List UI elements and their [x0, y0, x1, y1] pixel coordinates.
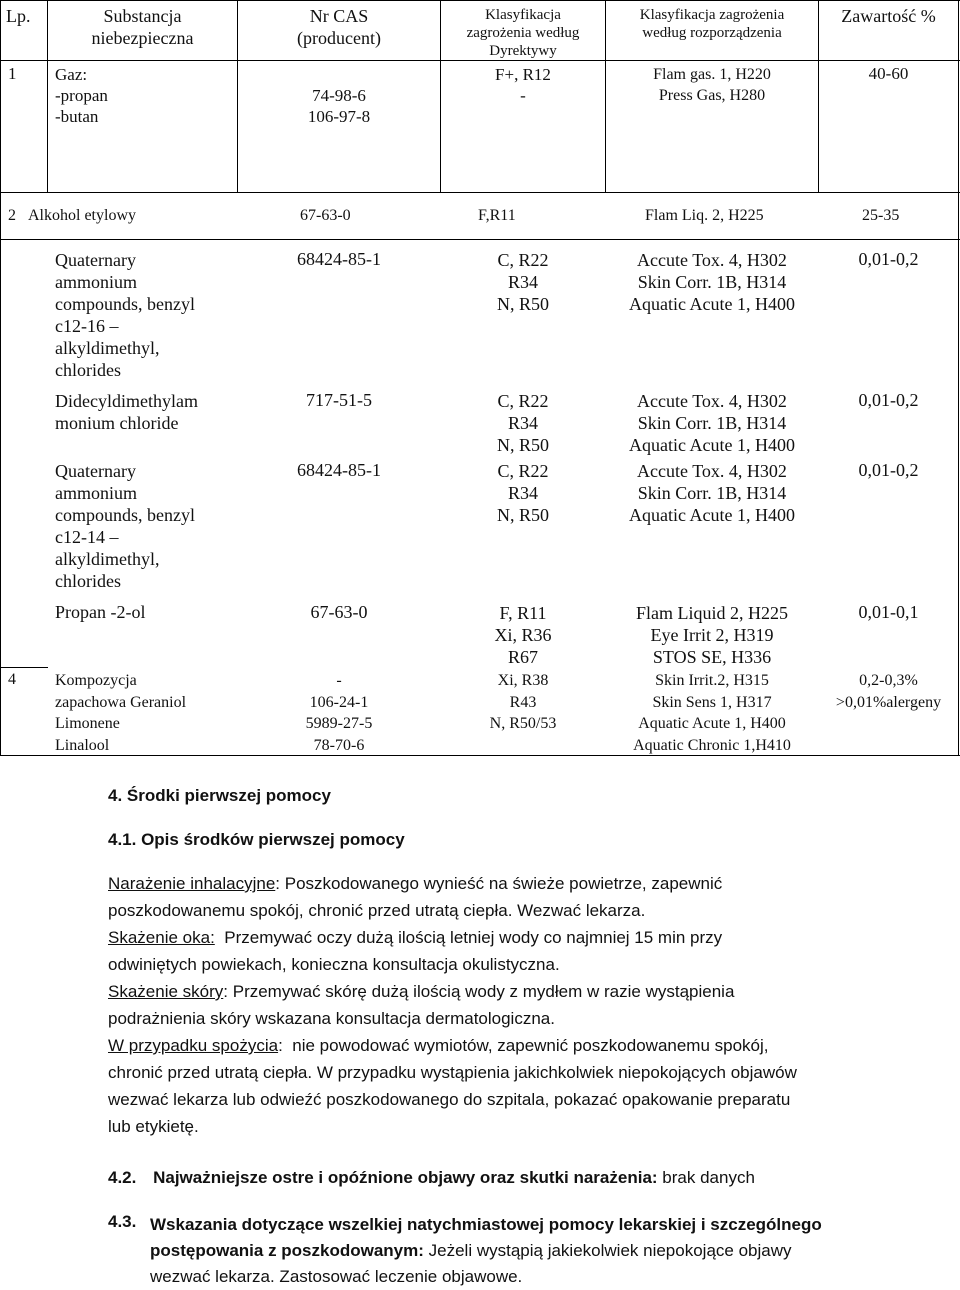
- row4-content-line2: >0,01%alergeny: [835, 693, 942, 711]
- skin-label: Skażenie skóry: [108, 982, 224, 1001]
- row3b-reg-line2: Skin Corr. 1B, H314: [637, 413, 787, 433]
- section42-title: Najważniejsze ostre i opóźnione objawy oraz skutki narażenia:: [153, 1168, 658, 1187]
- row3c-dir-line1: C, R22: [497, 461, 549, 481]
- eye-label: Skażenie oka:: [108, 928, 215, 947]
- row3a-substance-line6: chlorides: [55, 360, 121, 380]
- row3d-substance: Propan -2-ol: [55, 602, 146, 622]
- row3a-content: 0,01-0,2: [858, 249, 919, 269]
- row-line-3: [0, 667, 48, 668]
- row3b-reg: [606, 390, 818, 456]
- row3b-substance-line1: Didecyldimethylam: [55, 391, 198, 411]
- col-sep-5: [818, 0, 819, 192]
- table-border-top: [0, 0, 960, 1]
- ingestion-text-4: lub etykietę.: [108, 1117, 199, 1136]
- row3b-dir-line2: R34: [507, 413, 538, 433]
- row3a-reg: [606, 249, 818, 315]
- row1-dir: [441, 64, 605, 106]
- header-dir: [441, 6, 605, 60]
- row4-substance-line2: zapachowa Geraniol: [55, 693, 187, 711]
- row3a-dir-line3: N, R50: [496, 294, 549, 314]
- row3a-substance-line4: c12-16 –: [55, 316, 119, 336]
- header-substance-line1: Substancja: [103, 6, 182, 26]
- row2-cas: 67-63-0: [300, 207, 351, 224]
- row3d-dir-line2: Xi, R36: [494, 625, 552, 645]
- row3b-substance-line2: monium chloride: [55, 413, 179, 433]
- row3a-substance-line1: Quaternary: [55, 250, 136, 270]
- row4-substance-line1: Kompozycja: [55, 672, 137, 689]
- inhalation-label: Narażenie inhalacyjne: [108, 874, 276, 893]
- row4-reg-line2: Skin Sens 1, H317: [652, 693, 772, 711]
- section4-heading: 4. Środki pierwszej pomocy: [108, 786, 331, 805]
- row3a-dir-line1: C, R22: [497, 250, 549, 270]
- section43-number: 4.3.: [108, 1212, 137, 1231]
- inhalation-text-1: : Poszkodowanego wynieść na świeże powietrze, zapewnić: [275, 874, 723, 893]
- section42-value: brak danych: [657, 1168, 755, 1187]
- row3d-reg-line2: Eye Irrit 2, H319: [650, 625, 774, 645]
- row3c-substance-line4: c12-14 –: [55, 527, 119, 547]
- row2-substance: Alkohol etylowy: [28, 207, 136, 224]
- row1-cas: [238, 85, 440, 127]
- row3d-reg: [606, 602, 818, 668]
- row4-reg-line3: Aquatic Acute 1, H400: [638, 715, 786, 732]
- row3a-cas: 68424-85-1: [297, 249, 381, 269]
- row4-cas-line3: 5989-27-5: [305, 715, 373, 732]
- row-line-1: [0, 192, 960, 193]
- row3c-reg-line1: Accute Tox. 4, H302: [637, 461, 787, 481]
- row3c-reg-line2: Skin Corr. 1B, H314: [637, 483, 787, 503]
- row3c-substance: [55, 460, 195, 592]
- row1-reg: [606, 64, 818, 106]
- row3b-dir: [441, 390, 605, 456]
- skin-text-2: podrażnienia skóry wskazana konsultacja dermatologiczna.: [108, 1009, 555, 1028]
- row1-substance-line1: Gaz:: [55, 65, 88, 84]
- row4-dir: [441, 670, 605, 735]
- section43-body: [150, 1212, 822, 1290]
- row4-cas-line4: 78-70-6: [313, 736, 365, 754]
- row4-substance: [55, 670, 186, 756]
- eye-text-2: odwiniętych powiekach, konieczna konsultacja okulistyczna.: [108, 955, 560, 974]
- section43-line2-bold: postępowania z poszkodowanym:: [150, 1241, 424, 1260]
- header-substance-line2: niebezpieczna: [91, 27, 194, 48]
- row2-dir: F,R11: [478, 207, 516, 224]
- row4-cas-line1: -: [336, 672, 342, 689]
- row3c-cas: 68424-85-1: [297, 460, 381, 480]
- row1-cas-line2: 106-97-8: [307, 107, 371, 126]
- row4-dir-line1: Xi, R38: [497, 672, 549, 689]
- table-border-left: [0, 0, 1, 756]
- ingestion-label: W przypadku spożycia: [108, 1036, 279, 1055]
- header-dir-line2: zagrożenia według: [466, 25, 580, 41]
- row4-reg: [606, 670, 818, 756]
- row3a-substance-line5: alkyldimethyl,: [55, 338, 160, 358]
- row1-content: 40-60: [868, 64, 909, 83]
- ingestion-text-1: : nie powodować wymiotów, zapewnić poszkodowanemu spokój,: [278, 1036, 769, 1055]
- eye-text-1: Przemywać oczy dużą ilością letniej wody co najmniej 15 min przy: [214, 928, 723, 947]
- row2-reg: Flam Liq. 2, H225: [645, 207, 764, 224]
- row3d-reg-line3: STOS SE, H336: [652, 647, 772, 667]
- header-lp: Lp.: [6, 6, 31, 26]
- row3b-reg-line1: Accute Tox. 4, H302: [637, 391, 787, 411]
- row3a-dir: [441, 249, 605, 315]
- row4-dir-line2: R43: [509, 693, 537, 711]
- section42: [108, 1168, 755, 1188]
- row4-cas: [238, 670, 440, 756]
- row4-substance-line4: Linalool: [55, 736, 110, 754]
- row-line-2: [0, 239, 960, 240]
- row3b-content: 0,01-0,2: [858, 390, 919, 410]
- row4-lp: 4: [8, 671, 16, 688]
- row3a-reg-line3: Aquatic Acute 1, H400: [629, 294, 795, 314]
- row1-dir-line1: F+, R12: [495, 65, 551, 84]
- row3a-substance-line2: ammonium: [55, 272, 137, 292]
- ingestion-text-2: chronić przed utratą ciepła. W przypadku wystąpienia jakichkolwiek niepokojących objawów: [108, 1063, 797, 1082]
- header-reg-line1: Klasyfikacja zagrożenia: [639, 7, 785, 23]
- row3c-reg-line3: Aquatic Acute 1, H400: [629, 505, 795, 525]
- row1-lp: 1: [8, 64, 17, 83]
- header-row-line: [0, 60, 960, 61]
- row4-reg-line1: Skin Irrit.2, H315: [655, 672, 769, 689]
- row1-cas-line1: 74-98-6: [312, 86, 366, 105]
- row3a-dir-line2: R34: [507, 272, 538, 292]
- row4-content-line1: 0,2-0,3%: [859, 672, 918, 689]
- table-border-right: [958, 0, 959, 756]
- row3c-substance-line2: ammonium: [55, 483, 137, 503]
- row3c-content: 0,01-0,2: [858, 460, 919, 480]
- skin-text-1: : Przemywać skórę dużą ilością wody z mydłem w razie wystąpienia: [223, 982, 735, 1001]
- row3a-substance: [55, 249, 195, 381]
- section43-line2-text: Jeżeli wystąpią jakiekolwiek niepokojące objawy: [423, 1241, 792, 1260]
- row3d-reg-line1: Flam Liquid 2, H225: [636, 603, 788, 623]
- header-cas: [238, 6, 440, 49]
- row1-substance: [55, 64, 108, 127]
- row3c-substance-line3: compounds, benzyl: [55, 505, 195, 525]
- row4-dir-line3: N, R50/53: [489, 715, 557, 732]
- ingestion-text-3: wezwać lekarza lub odwieźć poszkodowanego do szpitala, pokazać opakowanie preparatu: [108, 1090, 791, 1109]
- header-cas-line2: (producent): [297, 27, 381, 48]
- row3a-reg-line2: Skin Corr. 1B, H314: [637, 272, 787, 292]
- row3c-substance-line1: Quaternary: [55, 461, 136, 481]
- row3d-cas: 67-63-0: [310, 602, 368, 622]
- row3c-dir: [441, 460, 605, 526]
- row4-content: [819, 670, 958, 713]
- paragraph-ingestion: [108, 1032, 908, 1140]
- row3d-dir-line1: F, R11: [499, 603, 547, 623]
- row1-substance-line3: -butan: [55, 107, 99, 126]
- row3d-dir: [441, 602, 605, 668]
- row4-reg-line4: Aquatic Chronic 1,H410: [633, 736, 791, 754]
- header-reg-line2: według rozporządzenia: [642, 25, 782, 41]
- row3b-cas: 717-51-5: [306, 390, 372, 410]
- row1-reg-line1: Flam gas. 1, H220: [653, 66, 771, 83]
- section43-line3: wezwać lekarza. Zastosować leczenie objawowe.: [150, 1267, 523, 1286]
- header-reg: [606, 6, 818, 42]
- row4-substance-line3: Limonene: [55, 715, 120, 732]
- row3b-dir-line3: N, R50: [496, 435, 549, 455]
- row3a-substance-line3: compounds, benzyl: [55, 294, 195, 314]
- row3b-substance: [55, 390, 198, 434]
- row3b-reg-line3: Aquatic Acute 1, H400: [629, 435, 795, 455]
- row3c-dir-line3: N, R50: [496, 505, 549, 525]
- row3c-substance-line6: chlorides: [55, 571, 121, 591]
- section43-line1: Wskazania dotyczące wszelkiej natychmiastowej pomocy lekarskiej i szczególnego: [150, 1215, 822, 1234]
- row1-substance-line2: -propan: [55, 86, 108, 105]
- header-content: Zawartość %: [841, 6, 936, 26]
- paragraph-skin: [108, 978, 908, 1032]
- header-dir-line3: Dyrektywy: [489, 43, 557, 59]
- row3d-content: 0,01-0,1: [858, 602, 919, 622]
- paragraph-eye: [108, 924, 908, 978]
- section41-heading: 4.1. Opis środków pierwszej pomocy: [108, 830, 405, 849]
- row3a-reg-line1: Accute Tox. 4, H302: [637, 250, 787, 270]
- row3c-substance-line5: alkyldimethyl,: [55, 549, 160, 569]
- row1-reg-line2: Press Gas, H280: [658, 87, 766, 104]
- row3b-dir-line1: C, R22: [497, 391, 549, 411]
- header-cas-line1: Nr CAS: [309, 6, 369, 26]
- row3c-reg: [606, 460, 818, 526]
- row1-dir-line2: -: [520, 86, 526, 105]
- row2-content: 25-35: [862, 207, 900, 224]
- row3c-dir-line2: R34: [507, 483, 538, 503]
- section42-number: 4.2.: [108, 1168, 137, 1187]
- row3d-dir-line3: R67: [507, 647, 538, 667]
- inhalation-text-2: poszkodowanemu spokój, chronić przed utratą ciepła. Wezwać lekarza.: [108, 901, 646, 920]
- row2-lp: 2: [8, 207, 16, 224]
- paragraph-inhalation: [108, 870, 908, 924]
- header-substance: [48, 6, 237, 49]
- row4-cas-line2: 106-24-1: [309, 693, 369, 711]
- header-dir-line1: Klasyfikacja: [485, 7, 561, 23]
